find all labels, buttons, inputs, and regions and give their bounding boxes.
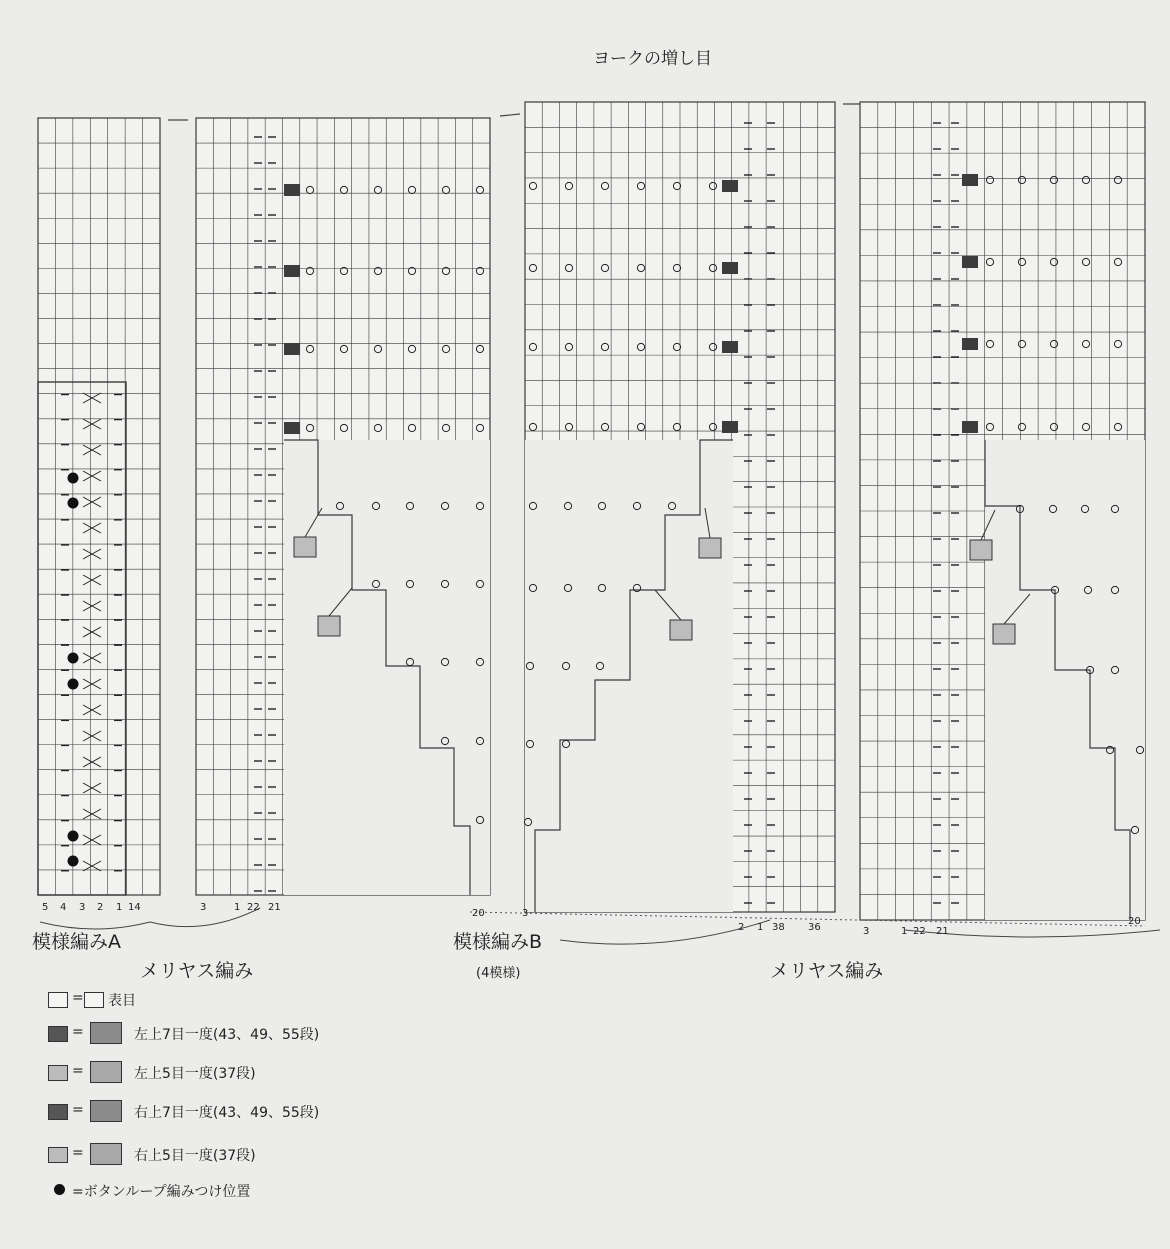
yoke-chart-page: ヨークの増し目 5 4 3 2 1 14 3 1 22 21 20 3 2 1 38 36 3 1 22 21 20 模様編みA メリヤス編み 模様編みB (4模様) メリヤス編み = 表目 = 左上7目一度(43、49、55段) = 左上5目一度(37段) = 右上7目一度(43、49、55段) = 右上5目一度(37段) =ボタンループ編みつけ位置: [0, 0, 1170, 1249]
tick: 20: [472, 908, 485, 919]
panel-2-blank: [284, 440, 490, 895]
tick: 21: [936, 926, 949, 937]
left-5-decrease-icon: [90, 1061, 122, 1083]
pattern-b-label: 模様編みB: [453, 931, 543, 953]
tick: 21: [268, 902, 281, 913]
decrease-mark: [962, 256, 978, 268]
right-5-decrease-icon: [90, 1143, 122, 1165]
decrease-mark: [962, 338, 978, 350]
tick: 1: [901, 926, 908, 937]
callout-box: [970, 540, 992, 560]
decrease-mark: [722, 341, 738, 353]
right-5-decrease-icon: [48, 1147, 68, 1163]
decrease-mark: [962, 421, 978, 433]
tick: 22: [247, 902, 260, 913]
tick: 1: [757, 922, 764, 933]
button-loop-dot: [68, 831, 79, 842]
legend-text: 右上5目一度(37段): [134, 1148, 256, 1164]
pattern-b-count: (4模様): [476, 966, 521, 981]
right-7-decrease-icon: [48, 1104, 68, 1120]
decrease-mark: [962, 174, 978, 186]
tick: 20: [1128, 916, 1141, 927]
button-loop-dot: [68, 679, 79, 690]
button-loop-dot: [68, 856, 79, 867]
tick: 38: [772, 922, 785, 933]
tick: 2: [97, 902, 104, 913]
tick: 36: [808, 922, 821, 933]
legend-text: 右上7目一度(43、49、55段): [134, 1105, 320, 1121]
panel-break-dash: [500, 114, 520, 116]
right-7-decrease-icon: [90, 1100, 122, 1122]
tick: 1: [116, 902, 123, 913]
panel-1-frame: [38, 118, 160, 895]
left-7-decrease-icon: [90, 1022, 122, 1044]
legend-text: =ボタンループ編みつけ位置: [72, 1184, 251, 1200]
knit-symbol-icon: [48, 992, 68, 1008]
callout-box: [699, 538, 721, 558]
legend-text: 表目: [108, 993, 136, 1009]
panel-3-blank: [525, 440, 733, 912]
tick: 3: [522, 908, 529, 919]
button-loop-dot: [68, 473, 79, 484]
left-7-decrease-icon: [48, 1026, 68, 1042]
tick: 3: [863, 926, 870, 937]
tick: 3: [79, 902, 86, 913]
tick: 3: [200, 902, 207, 913]
pattern-a-label: 模様編みA: [32, 931, 121, 953]
decrease-mark: [284, 265, 300, 277]
chart-title: ヨークの増し目: [593, 49, 712, 69]
tick: 4: [60, 902, 67, 913]
decrease-mark: [722, 421, 738, 433]
button-loop-dot-icon: [54, 1184, 65, 1195]
stockinette-label-1: メリヤス編み: [140, 960, 254, 982]
tick: 2: [738, 922, 745, 933]
button-loop-dot: [68, 653, 79, 664]
left-5-decrease-icon: [48, 1065, 68, 1081]
stockinette-label-2: メリヤス編み: [770, 960, 884, 982]
decrease-mark: [722, 262, 738, 274]
decrease-mark: [722, 180, 738, 192]
panel-4-blank: [985, 440, 1145, 920]
callout-box: [670, 620, 692, 640]
button-loop-dot: [68, 498, 79, 509]
tick: 14: [128, 902, 141, 913]
tick: 22: [913, 926, 926, 937]
callout-box: [993, 624, 1015, 644]
legend-text: 左上7目一度(43、49、55段): [134, 1027, 320, 1043]
knit-symbol-icon: [84, 992, 104, 1008]
decrease-mark: [284, 343, 300, 355]
legend-text: 左上5目一度(37段): [134, 1066, 256, 1082]
callout-box: [294, 537, 316, 557]
decrease-mark: [284, 422, 300, 434]
callout-box: [318, 616, 340, 636]
tick: 1: [234, 902, 241, 913]
tick: 5: [42, 902, 49, 913]
decrease-mark: [284, 184, 300, 196]
